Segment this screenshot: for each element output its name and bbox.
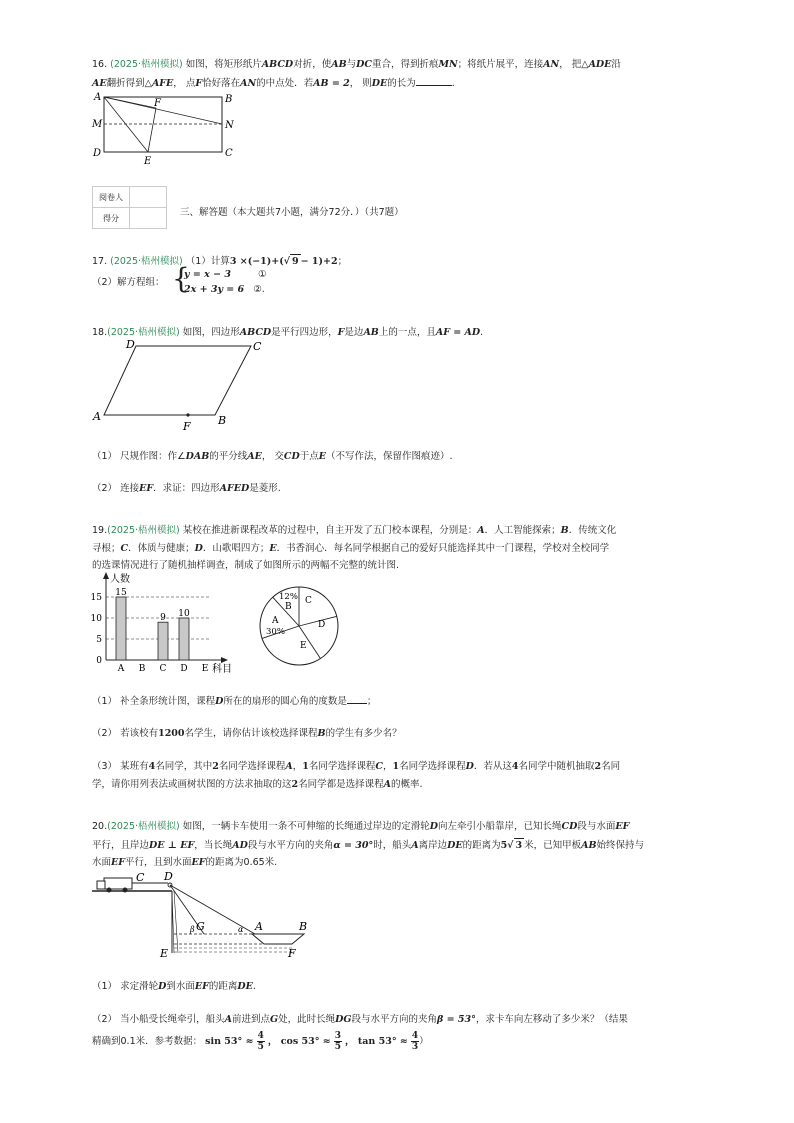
y-tick-label: 15 [90,593,102,603]
label-beta: β [190,925,195,934]
bar-D [179,618,189,660]
label-C: C [136,871,145,884]
data-label-D: 10 [178,609,190,619]
q18-sub1: （1） 尺规作图：作∠DAB的平分线AE， 交CD于点E（不写作法，保留作图痕迹）. [92,451,453,462]
pie-pct-A: 30% [266,627,285,637]
q16-rectangle-figure [88,90,234,168]
q18-parallelogram-figure [88,336,268,436]
label-A: A [255,920,263,933]
label-E: E [160,947,169,960]
q20-line1: 20.(2025·梧州模拟) 如图，一辆卡车使用一条不可伸缩的长绳通过岸边的定滑轮D向左牵引小船靠岸，已知长绳CD段与水面EF [92,821,630,832]
q20-truck-boat-figure [92,868,317,963]
label-D: D [93,148,102,159]
label-B: B [299,920,308,933]
bar-A [116,597,126,660]
q17-line1: 17. (2025·梧州模拟) （1）计算3 ×(−1)+(√ 9 − 1)+2； [92,256,348,267]
label-A: A [93,410,101,423]
q19-sub3-line2: 学，请你用列表法或画树状图的方法求抽取的这2名同学都是选择课程A的概率. [92,779,423,790]
q19-bar-chart [82,572,242,674]
pie-label-D: D [318,620,326,630]
q18-sub2: （2） 连接EF．求证：四边形AFED是菱形. [92,483,281,494]
reviewer-cell[interactable] [130,187,167,208]
x-tick-label: A [117,664,125,674]
label-N: N [225,120,234,131]
label-B: B [225,94,233,105]
q18-line1: 18.(2025·梧州模拟) 如图，四边形ABCD是平行四边形，F是边AB上的一点，且AF = AD. [92,327,484,338]
label-F: F [288,947,296,960]
q19-sub2: （2） 若该校有1200名学生，请你估计该校选择课程B的学生有多少名？ [92,728,402,739]
label-A: A [94,92,102,103]
label-C: C [253,340,262,353]
data-label-A: 15 [115,588,127,598]
y-tick-label: 0 [96,656,102,666]
pie-pct-B: 12% [279,592,298,602]
label-G: G [196,920,205,933]
q16-line2: AE翻折得到△AFE， 点F恰好落在AN的中点处．若AB = 2， 则DE的长为 . [92,78,455,89]
q19-sub1: （1） 补全条形统计图，课程D所在的扇形的圆心角的度数是 ； [92,696,377,707]
label-F: F [183,420,191,433]
answer-blank[interactable] [416,76,452,86]
section3-title: 三、解答题（本大题共7小题，满分72分．）（共7题） [180,207,404,218]
x-tick-label: B [138,664,146,674]
q19-pie-chart [258,585,340,667]
pie-label-B: B [285,602,292,612]
label-M: M [92,119,103,130]
score-table: 阅卷人 得分 [92,186,167,229]
chart-xlabel: 科目 [212,664,232,675]
label-alpha: α [238,925,244,934]
q17-line2: （2）解方程组： [92,277,165,288]
q16-line1: 16. (2025·梧州模拟) 如图，将矩形纸片ABCD对折，使AB与DC重合，得到折痕MN；将纸片展平，连接AN， 把△ADE沿 [92,59,621,70]
pie-label-A: A [272,616,279,626]
bar-C [158,622,168,660]
q20-line2: 平行，且岸边DE ⊥ EF，当长绳AD段与水平方向的夹角α = 30°时，船头A离岸边DE的距离为5√ 3 米，已知甲板AB始终保持与 [92,840,645,851]
x-tick-label: D [180,664,188,674]
chart-ylabel: 人数 [110,574,130,585]
y-tick-label: 5 [96,635,102,645]
pie-label-C: C [305,596,312,606]
q19-line1: 19.(2025·梧州模拟) 某校在推进新课程改革的过程中，自主开发了五门校本课程，分别是：A．人工智能探索；B．传统文化 [92,525,617,536]
y-tick-label: 10 [90,614,102,624]
q20-sub2-line1: （2） 当小船受长绳牵引，船头A前进到点G处，此时长绳DG段与水平方向的夹角β = 53°，求卡车向左移动了多少米？（结果 [92,1014,628,1025]
x-tick-label: E [201,664,209,674]
q20-sub2-line2: 精确到0.1米．参考数据： sin 53° ≈ $\frac{4}{5}$ ， cos 53° ≈ $\frac{3}{5}$ ， tan 53° ≈ $\frac{4}{3}$ ） [92,1031,429,1052]
pie-label-E: E [300,641,307,651]
label-B: B [218,414,227,427]
label-C: C [225,148,233,159]
label-D: D [164,870,173,883]
x-tick-label: C [159,664,167,674]
q20-sub1: （1） 求定滑轮D到水面EF的距离DE. [92,981,256,992]
data-label-C: 9 [160,613,166,624]
answer-blank[interactable] [347,694,367,704]
q16-source: (2025·梧州模拟) [110,59,183,70]
label-E: E [144,156,152,167]
q20-line3: 水面EF平行，且到水面EF的距离为0.65米. [92,857,278,868]
q19-line2: 寻根；C．体质与健康；D．山歌唱四方；E．书香润心．每名同学根据自己的爱好只能选择其中一门课程，学校对全校同学 [92,543,610,554]
q19-line3: 的选课情况进行了随机抽样调查，制成了如图所示的两幅不完整的统计图. [92,560,400,571]
score-cell[interactable] [130,208,167,229]
label-F: F [154,98,161,109]
q19-sub3-line1: （3） 某班有4名同学，其中2名同学选择课程A，1名同学选择课程C，1名同学选择课程D．若从这4名同学中随机抽取2名同 [92,761,621,772]
label-D: D [126,338,135,351]
